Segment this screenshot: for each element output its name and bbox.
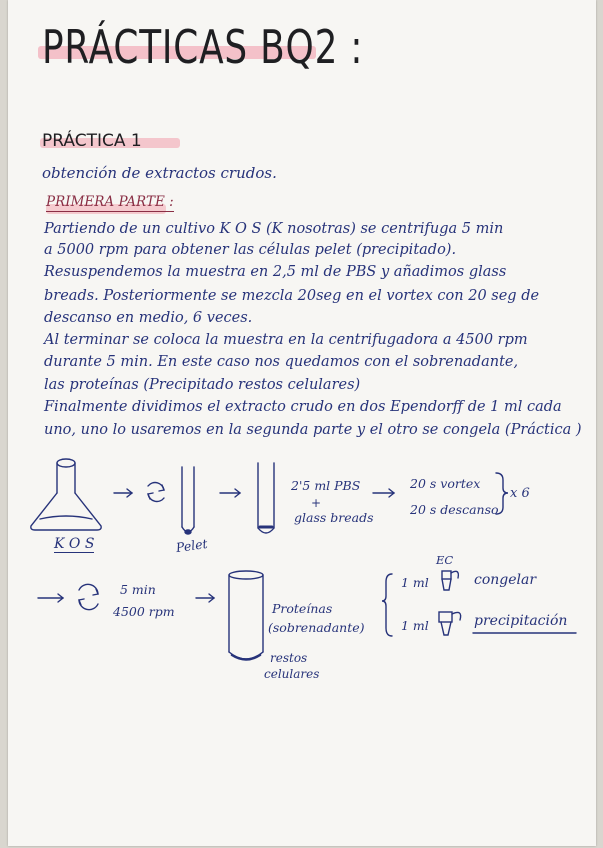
text-line: a 5000 rpm para obtener las células pelet (precipitado). xyxy=(44,242,457,258)
arrow-icon xyxy=(196,594,214,602)
rest-label: 20 s descanso xyxy=(410,502,499,517)
pelet-label: Pelet xyxy=(175,535,209,556)
supernatant-label: (sobrenadante) xyxy=(268,620,365,635)
eppendorf-icon xyxy=(439,612,461,635)
time-label: 5 min xyxy=(120,582,156,597)
brace-icon xyxy=(382,574,392,636)
page-title: PRÁCTICAS BQ2 : xyxy=(42,20,364,74)
centrifuge-cycle-icon xyxy=(148,482,164,501)
glass-label: glass breads xyxy=(294,510,374,525)
text-line: las proteínas (Precipitado restos celulares) xyxy=(44,377,361,393)
protocol-diagram xyxy=(8,0,596,846)
text-line: Finalmente dividimos el extracto crudo en dos Ependorff de 1 ml cada xyxy=(44,399,562,415)
text-line: uno, uno lo usaremos en la segunda parte y el otro se congela (Práctica ) xyxy=(44,422,582,438)
debris-label: celulares xyxy=(264,667,320,681)
text-line: descanso en medio, 6 veces. xyxy=(44,310,253,326)
ec-label: EC xyxy=(436,553,454,567)
rpm-label: 4500 rpm xyxy=(113,604,175,619)
freeze-label: congelar xyxy=(474,572,537,588)
kos-label: K O S xyxy=(54,536,95,552)
subtitle: obtención de extractos crudos. xyxy=(42,164,277,182)
vortex-label: 20 s vortex xyxy=(410,476,481,491)
arrow-icon xyxy=(114,489,132,497)
tube-icon xyxy=(258,463,274,533)
text-line: durante 5 min. En este caso nos quedamos con el sobrenadante, xyxy=(44,354,519,370)
eppendorf-icon xyxy=(442,571,458,590)
section-heading: PRIMERA PARTE : xyxy=(46,194,174,210)
text-line: Resuspendemos la muestra en 2,5 ml de PBS y añadimos glass xyxy=(44,264,507,280)
centrifuge-cycle-icon xyxy=(79,584,98,609)
arrow-icon xyxy=(38,594,63,602)
text-line: Partiendo de un cultivo K O S (K nosotras) se centrifuga 5 min xyxy=(44,221,504,237)
plus-label: + xyxy=(311,496,322,510)
proteins-label: Proteínas xyxy=(272,601,333,616)
volume-label: 1 ml xyxy=(401,618,429,633)
centrifuge-tube-icon xyxy=(229,571,263,660)
volume-label: 1 ml xyxy=(401,575,429,590)
text-line: Al terminar se coloca la muestra en la centrifugadora a 4500 rpm xyxy=(44,332,528,348)
text-line: breads. Posteriormente se mezcla 20seg en el vortex con 20 seg de xyxy=(44,288,540,304)
practice-heading: PRÁCTICA 1 xyxy=(42,131,142,151)
tube-icon xyxy=(182,467,194,534)
arrow-icon xyxy=(220,489,240,497)
repeat-label: x 6 xyxy=(510,486,530,501)
debris-label: restos xyxy=(270,651,308,665)
precipitation-label: precipitación xyxy=(474,613,568,629)
pbs-label: 2'5 ml PBS xyxy=(291,478,361,493)
arrow-icon xyxy=(373,489,394,497)
flask-icon xyxy=(31,459,101,530)
notebook-page xyxy=(8,0,596,846)
